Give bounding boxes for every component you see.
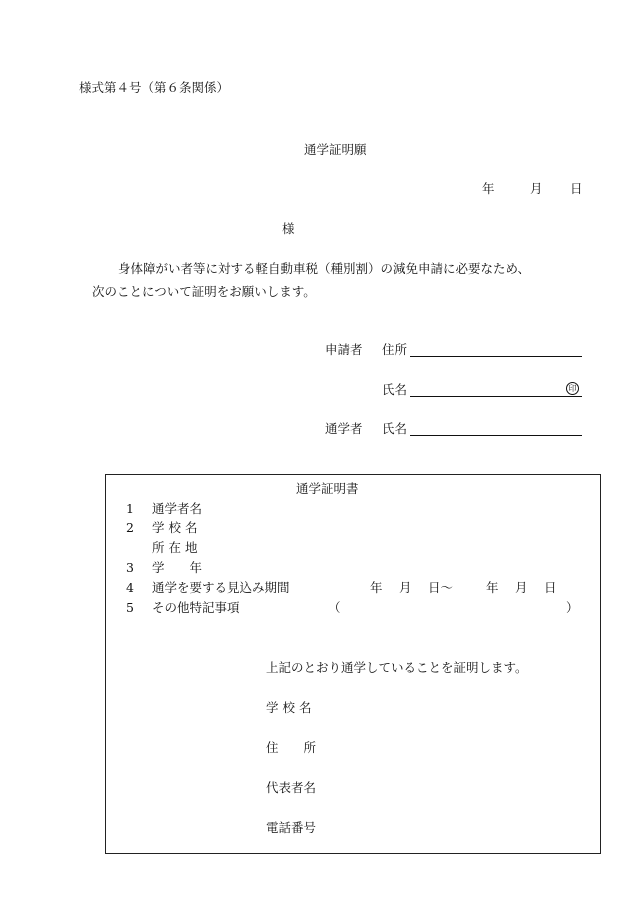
item-number: 1	[126, 501, 134, 516]
item-label-commute-period: 通学を要する見込み期間	[152, 580, 290, 595]
period-from-day: 日～	[428, 580, 454, 595]
certification-statement: 上記のとおり通学していることを証明します。	[266, 660, 528, 675]
page-title: 通学証明願	[304, 142, 367, 157]
period-from-month: 月	[399, 580, 412, 595]
date-year-label: 年	[482, 181, 495, 196]
applicant-name-label: 氏名	[382, 382, 408, 397]
item-label-other-notes: その他特記事項	[152, 600, 240, 615]
student-role-label: 通学者	[325, 421, 363, 436]
item-label-student-name: 通学者名	[152, 501, 203, 516]
item-number: 5	[126, 600, 134, 615]
representative-name-label: 代表者名	[266, 780, 317, 795]
phone-number-label: 電話番号	[266, 820, 317, 835]
item-label-school-name: 学 校 名	[152, 520, 198, 535]
addressee-suffix: 様	[282, 221, 295, 236]
period-from-year: 年	[370, 580, 383, 595]
request-text-line1: 身体障がい者等に対する軽自動車税（種別割）の減免申請に必要なため、	[118, 261, 531, 276]
seal-mark: 印	[566, 382, 579, 395]
period-to-day: 日	[544, 580, 557, 595]
item-number: 4	[126, 580, 134, 595]
date-day-label: 日	[570, 181, 583, 196]
date-month-label: 月	[530, 181, 543, 196]
certificate-title: 通学証明書	[296, 481, 359, 496]
item-number: 3	[126, 560, 134, 575]
period-to-year: 年	[486, 580, 499, 595]
applicant-role-label: 申請者	[325, 342, 363, 357]
item-label-grade: 学 年	[152, 560, 203, 575]
applicant-name-field[interactable]	[410, 383, 582, 397]
student-name-label: 氏名	[382, 421, 408, 436]
item-number: 2	[126, 520, 134, 535]
request-text-line2: 次のことについて証明をお願いします。	[92, 284, 316, 299]
form-number: 様式第４号（第６条関係）	[79, 80, 230, 95]
notes-paren-close: ）	[566, 600, 579, 615]
school-address-label: 住 所	[266, 740, 317, 755]
applicant-address-field[interactable]	[410, 343, 582, 357]
item-label-school-address: 所 在 地	[152, 540, 198, 555]
school-name-label: 学 校 名	[266, 700, 312, 715]
certificate-box	[105, 474, 601, 854]
applicant-address-label: 住所	[382, 342, 408, 357]
notes-paren-open: （	[328, 600, 341, 615]
period-to-month: 月	[515, 580, 528, 595]
student-name-field[interactable]	[410, 422, 582, 436]
